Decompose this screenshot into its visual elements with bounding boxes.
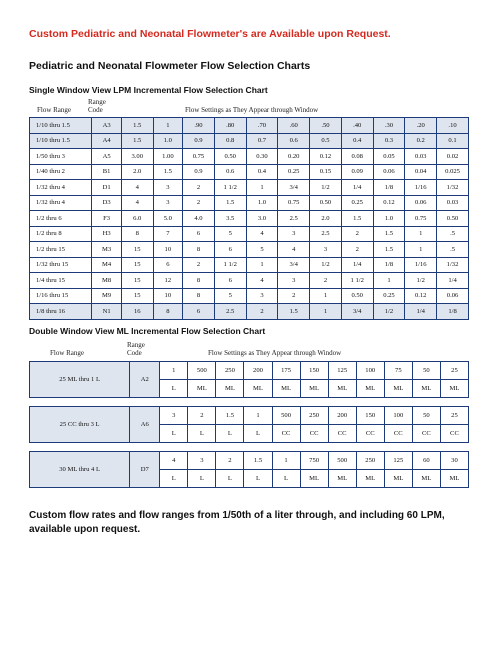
flow-value-cell: 100 bbox=[384, 407, 412, 425]
flow-setting-cell: 0.08 bbox=[341, 149, 373, 165]
group-spacer bbox=[30, 443, 469, 452]
flow-setting-cell: 1 bbox=[246, 180, 278, 196]
flow-setting-cell: 2.5 bbox=[214, 304, 246, 320]
flow-setting-cell: 2 bbox=[183, 180, 215, 196]
flow-setting-cell: 0.50 bbox=[341, 288, 373, 304]
range-code-cell: N1 bbox=[92, 304, 121, 320]
range-code-cell: M4 bbox=[92, 257, 121, 273]
flow-range-cell: 1/2 thru 6 bbox=[30, 211, 92, 227]
flow-range-cell: 1/4 thru 15 bbox=[30, 273, 92, 289]
flow-value-cell: 60 bbox=[412, 452, 440, 470]
flow-setting-cell: 6 bbox=[214, 273, 246, 289]
flow-setting-cell: 1/2 bbox=[405, 273, 437, 289]
flow-range-cell: 1/50 thru 3 bbox=[30, 149, 92, 165]
flow-setting-cell: 1 bbox=[310, 304, 342, 320]
flow-unit-cell: CC bbox=[272, 425, 300, 443]
single-window-table bbox=[29, 117, 469, 320]
flow-range-cell: 1/40 thru 2 bbox=[30, 164, 92, 180]
flow-setting-cell: .5 bbox=[437, 242, 469, 258]
flow-setting-cell: 8 bbox=[183, 273, 215, 289]
table-row bbox=[30, 257, 469, 273]
table-row bbox=[30, 164, 469, 180]
table-row bbox=[30, 304, 469, 320]
flow-unit-cell: L bbox=[272, 470, 300, 488]
table-row bbox=[30, 149, 469, 165]
flow-setting-cell: .70 bbox=[246, 118, 278, 134]
double-col-range-code: Range Code bbox=[127, 341, 145, 357]
single-col-range-code: Range Code bbox=[88, 98, 106, 114]
flow-value-cell: 150 bbox=[356, 407, 384, 425]
flow-value-cell: 750 bbox=[300, 452, 328, 470]
flow-unit-cell: L bbox=[216, 470, 244, 488]
flow-setting-cell: 2.5 bbox=[310, 226, 342, 242]
flow-value-cell: 25 bbox=[440, 407, 468, 425]
flow-setting-cell: 6 bbox=[214, 242, 246, 258]
flow-setting-cell: .20 bbox=[405, 118, 437, 134]
flow-setting-cell: 15 bbox=[121, 288, 153, 304]
flow-range-cell: 1/2 thru 15 bbox=[30, 242, 92, 258]
flow-setting-cell: 12 bbox=[153, 273, 182, 289]
flow-setting-cell: 0.9 bbox=[183, 133, 215, 149]
range-code-cell: A4 bbox=[92, 133, 121, 149]
range-code-cell: B1 bbox=[92, 164, 121, 180]
double-col-flow-range: Flow Range bbox=[50, 349, 85, 357]
flow-range-cell: 25 CC thru 3 L bbox=[30, 407, 130, 443]
flow-unit-cell: ML bbox=[328, 470, 356, 488]
flow-value-cell: 2 bbox=[188, 407, 216, 425]
flow-range-cell: 1/10 thru 1.5 bbox=[30, 133, 92, 149]
flow-setting-cell: 1/8 bbox=[437, 304, 469, 320]
flow-value-cell: 250 bbox=[300, 407, 328, 425]
flow-unit-cell: ML bbox=[384, 380, 412, 398]
flow-value-cell: 1.5 bbox=[216, 407, 244, 425]
flow-setting-cell: 0.50 bbox=[437, 211, 469, 227]
flow-unit-cell: L bbox=[188, 425, 216, 443]
flow-setting-cell: .90 bbox=[183, 118, 215, 134]
flow-setting-cell: 3.00 bbox=[121, 149, 153, 165]
flow-setting-cell: .50 bbox=[310, 118, 342, 134]
flow-value-cell: 500 bbox=[272, 407, 300, 425]
flow-setting-cell: 0.25 bbox=[341, 195, 373, 211]
flow-range-cell: 1/16 thru 15 bbox=[30, 288, 92, 304]
flow-setting-cell: 0.7 bbox=[246, 133, 278, 149]
flow-unit-cell: CC bbox=[440, 425, 468, 443]
flow-setting-cell: 4 bbox=[246, 273, 278, 289]
flow-value-cell: 4 bbox=[160, 452, 188, 470]
flow-value-cell: 50 bbox=[412, 362, 440, 380]
flow-setting-cell: 1.5 bbox=[214, 195, 246, 211]
flow-setting-cell: 2 bbox=[278, 288, 310, 304]
flow-setting-cell: 1.0 bbox=[153, 133, 182, 149]
flow-unit-cell: CC bbox=[300, 425, 328, 443]
flow-setting-cell: 5.0 bbox=[153, 211, 182, 227]
flow-value-cell: 25 bbox=[440, 362, 468, 380]
flow-setting-cell: 0.50 bbox=[214, 149, 246, 165]
table-row bbox=[30, 118, 469, 134]
flow-setting-cell: 1 bbox=[405, 242, 437, 258]
flow-setting-cell: 0.25 bbox=[373, 288, 405, 304]
range-code-cell: M3 bbox=[92, 242, 121, 258]
flow-setting-cell: 0.06 bbox=[437, 288, 469, 304]
table-row bbox=[30, 226, 469, 242]
flow-setting-cell: 0.12 bbox=[373, 195, 405, 211]
flow-unit-cell: L bbox=[244, 470, 272, 488]
flow-setting-cell: .10 bbox=[437, 118, 469, 134]
flow-unit-cell: ML bbox=[412, 470, 440, 488]
flow-unit-cell: ML bbox=[412, 380, 440, 398]
flow-setting-cell: 1.5 bbox=[373, 226, 405, 242]
flow-setting-cell: 0.6 bbox=[278, 133, 310, 149]
flow-setting-cell: 3/4 bbox=[278, 180, 310, 196]
flow-setting-cell: 3.0 bbox=[246, 211, 278, 227]
flow-setting-cell: 2 bbox=[341, 226, 373, 242]
table-row bbox=[30, 273, 469, 289]
range-code-cell: D3 bbox=[92, 195, 121, 211]
flow-setting-cell: 3 bbox=[278, 226, 310, 242]
range-code-cell: A6 bbox=[130, 407, 160, 443]
range-code-cell: F3 bbox=[92, 211, 121, 227]
range-code-cell: D7 bbox=[130, 452, 160, 488]
flow-range-cell: 1/32 thru 4 bbox=[30, 180, 92, 196]
flow-setting-cell: 1/2 bbox=[310, 180, 342, 196]
flow-setting-cell: 5 bbox=[214, 288, 246, 304]
double-col-settings: Flow Settings as They Appear through Window bbox=[208, 349, 342, 357]
single-col-settings: Flow Settings as They Appear through Window bbox=[185, 106, 319, 114]
double-window-table bbox=[29, 361, 469, 488]
flow-setting-cell: 1/16 bbox=[405, 180, 437, 196]
flow-setting-cell: 7 bbox=[153, 226, 182, 242]
flow-range-cell: 1/32 thru 15 bbox=[30, 257, 92, 273]
flow-setting-cell: 0.5 bbox=[310, 133, 342, 149]
flow-setting-cell: 0.75 bbox=[278, 195, 310, 211]
flow-setting-cell: 3.5 bbox=[214, 211, 246, 227]
flow-setting-cell: 2 bbox=[246, 304, 278, 320]
range-code-cell: H3 bbox=[92, 226, 121, 242]
flow-setting-cell: 1 bbox=[246, 257, 278, 273]
flow-value-cell: 125 bbox=[384, 452, 412, 470]
flow-value-cell: 2 bbox=[216, 452, 244, 470]
flow-setting-cell: 0.6 bbox=[214, 164, 246, 180]
flow-value-cell: 30 bbox=[440, 452, 468, 470]
flow-setting-cell: 1/8 bbox=[373, 257, 405, 273]
flow-setting-cell: 1.0 bbox=[246, 195, 278, 211]
flow-setting-cell: 6.0 bbox=[121, 211, 153, 227]
flow-setting-cell: 0.12 bbox=[310, 149, 342, 165]
table-row bbox=[30, 362, 469, 380]
flow-setting-cell: .80 bbox=[214, 118, 246, 134]
flow-setting-cell: 1.5 bbox=[121, 133, 153, 149]
flow-setting-cell: 0.4 bbox=[341, 133, 373, 149]
flow-unit-cell: ML bbox=[300, 380, 328, 398]
table-row bbox=[30, 180, 469, 196]
flow-setting-cell: 15 bbox=[121, 242, 153, 258]
flow-setting-cell: 1 bbox=[373, 273, 405, 289]
flow-setting-cell: 0.30 bbox=[246, 149, 278, 165]
range-code-cell: M9 bbox=[92, 288, 121, 304]
flow-setting-cell: 2.5 bbox=[278, 211, 310, 227]
flow-setting-cell: 1 bbox=[310, 288, 342, 304]
flow-value-cell: 1 bbox=[160, 362, 188, 380]
flow-unit-cell: CC bbox=[384, 425, 412, 443]
flow-setting-cell: 1/32 bbox=[437, 180, 469, 196]
flow-setting-cell: 3 bbox=[153, 195, 182, 211]
flow-setting-cell: 16 bbox=[121, 304, 153, 320]
flow-setting-cell: 0.3 bbox=[373, 133, 405, 149]
flow-setting-cell: 3 bbox=[278, 273, 310, 289]
flow-setting-cell: 6 bbox=[183, 304, 215, 320]
flow-setting-cell: 0.9 bbox=[183, 164, 215, 180]
flow-range-cell: 1/32 thru 4 bbox=[30, 195, 92, 211]
flow-setting-cell: 5 bbox=[246, 242, 278, 258]
flow-setting-cell: 6 bbox=[153, 257, 182, 273]
flow-value-cell: 3 bbox=[188, 452, 216, 470]
flow-unit-cell: L bbox=[244, 425, 272, 443]
flow-range-cell: 1/8 thru 16 bbox=[30, 304, 92, 320]
flow-unit-cell: L bbox=[160, 470, 188, 488]
flow-setting-cell: 0.25 bbox=[278, 164, 310, 180]
flow-setting-cell: 0.15 bbox=[310, 164, 342, 180]
flow-unit-cell: CC bbox=[412, 425, 440, 443]
table-row bbox=[30, 242, 469, 258]
flow-unit-cell: ML bbox=[440, 380, 468, 398]
flow-setting-cell: 0.03 bbox=[405, 149, 437, 165]
flow-setting-cell: 3 bbox=[246, 288, 278, 304]
footer-note: Custom flow rates and flow ranges from 1/50th of a liter through, and including 60 LPM, available upon request. bbox=[29, 510, 445, 535]
flow-setting-cell: 3 bbox=[153, 180, 182, 196]
flow-unit-cell: L bbox=[216, 425, 244, 443]
double-chart-title: Double Window View ML Incremental Flow Selection Chart bbox=[29, 326, 266, 336]
flow-setting-cell: 0.04 bbox=[405, 164, 437, 180]
flow-setting-cell: 0.06 bbox=[373, 164, 405, 180]
flow-value-cell: 1 bbox=[244, 407, 272, 425]
flow-setting-cell: 0.1 bbox=[437, 133, 469, 149]
flow-unit-cell: ML bbox=[272, 380, 300, 398]
flow-unit-cell: ML bbox=[300, 470, 328, 488]
range-code-cell: D1 bbox=[92, 180, 121, 196]
flow-setting-cell: 2.0 bbox=[121, 164, 153, 180]
flow-setting-cell: 0.05 bbox=[373, 149, 405, 165]
flow-setting-cell: 4 bbox=[278, 242, 310, 258]
flow-setting-cell: 0.025 bbox=[437, 164, 469, 180]
flow-unit-cell: ML bbox=[216, 380, 244, 398]
flow-setting-cell: 1.0 bbox=[373, 211, 405, 227]
flow-setting-cell: 4 bbox=[121, 195, 153, 211]
flow-unit-cell: ML bbox=[188, 380, 216, 398]
flow-setting-cell: 1/4 bbox=[341, 180, 373, 196]
flow-range-cell: 30 ML thru 4 L bbox=[30, 452, 130, 488]
flow-setting-cell: 1/8 bbox=[373, 180, 405, 196]
flow-value-cell: 1.5 bbox=[244, 452, 272, 470]
flow-setting-cell: 1/4 bbox=[341, 257, 373, 273]
table-row bbox=[30, 288, 469, 304]
flow-value-cell: 150 bbox=[300, 362, 328, 380]
flow-setting-cell: 1 1/2 bbox=[214, 180, 246, 196]
flow-setting-cell: 1.5 bbox=[153, 164, 182, 180]
table-row bbox=[30, 452, 469, 470]
page-title: Pediatric and Neonatal Flowmeter Flow Selection Charts bbox=[29, 60, 311, 72]
flow-setting-cell: 1/4 bbox=[437, 273, 469, 289]
range-code-cell: A2 bbox=[130, 362, 160, 398]
flow-value-cell: 200 bbox=[244, 362, 272, 380]
custom-notice: Custom Pediatric and Neonatal Flowmeter's are Available upon Request. bbox=[29, 28, 391, 40]
flow-setting-cell: 0.09 bbox=[341, 164, 373, 180]
flow-setting-cell: 1/32 bbox=[437, 257, 469, 273]
table-row bbox=[30, 407, 469, 425]
flow-value-cell: 75 bbox=[384, 362, 412, 380]
table-row bbox=[30, 133, 469, 149]
flow-setting-cell: 15 bbox=[121, 257, 153, 273]
flow-setting-cell: 3 bbox=[310, 242, 342, 258]
flow-setting-cell: 1.5 bbox=[373, 242, 405, 258]
flow-unit-cell: ML bbox=[440, 470, 468, 488]
flow-setting-cell: 2.0 bbox=[310, 211, 342, 227]
flow-setting-cell: 5 bbox=[214, 226, 246, 242]
flow-setting-cell: .5 bbox=[437, 226, 469, 242]
flow-setting-cell: 3/4 bbox=[278, 257, 310, 273]
flow-value-cell: 500 bbox=[188, 362, 216, 380]
table-row bbox=[30, 195, 469, 211]
flow-setting-cell: 0.03 bbox=[437, 195, 469, 211]
flow-setting-cell: 0.75 bbox=[405, 211, 437, 227]
flow-setting-cell: .60 bbox=[278, 118, 310, 134]
flow-setting-cell: 0.4 bbox=[246, 164, 278, 180]
flow-setting-cell: 0.50 bbox=[310, 195, 342, 211]
flow-setting-cell: 1/16 bbox=[405, 257, 437, 273]
flow-setting-cell: 1/2 bbox=[373, 304, 405, 320]
flow-unit-cell: CC bbox=[356, 425, 384, 443]
single-chart-title: Single Window View LPM Incremental Flow Selection Chart bbox=[29, 85, 268, 95]
flow-setting-cell: 2 bbox=[183, 257, 215, 273]
flow-setting-cell: 6 bbox=[183, 226, 215, 242]
flow-setting-cell: 1 bbox=[153, 118, 182, 134]
flow-range-cell: 1/2 thru 8 bbox=[30, 226, 92, 242]
flow-setting-cell: 8 bbox=[183, 288, 215, 304]
flow-unit-cell: L bbox=[160, 380, 188, 398]
flow-unit-cell: L bbox=[160, 425, 188, 443]
flow-setting-cell: 3/4 bbox=[341, 304, 373, 320]
flow-setting-cell: 2 bbox=[310, 273, 342, 289]
flow-setting-cell: 0.2 bbox=[405, 133, 437, 149]
flow-setting-cell: 1/2 bbox=[310, 257, 342, 273]
flow-setting-cell: .40 bbox=[341, 118, 373, 134]
flow-setting-cell: 4 bbox=[121, 180, 153, 196]
flow-setting-cell: 2 bbox=[341, 242, 373, 258]
group-spacer bbox=[30, 398, 469, 407]
flow-setting-cell: 10 bbox=[153, 288, 182, 304]
flow-value-cell: 500 bbox=[328, 452, 356, 470]
flow-setting-cell: 15 bbox=[121, 273, 153, 289]
flow-setting-cell: 10 bbox=[153, 242, 182, 258]
flow-value-cell: 1 bbox=[272, 452, 300, 470]
flow-setting-cell: 1 1/2 bbox=[214, 257, 246, 273]
flow-setting-cell: 0.06 bbox=[405, 195, 437, 211]
range-code-cell: A5 bbox=[92, 149, 121, 165]
flow-setting-cell: 0.75 bbox=[183, 149, 215, 165]
flow-setting-cell: 1 1/2 bbox=[341, 273, 373, 289]
flow-setting-cell: .30 bbox=[373, 118, 405, 134]
flow-value-cell: 250 bbox=[216, 362, 244, 380]
flow-setting-cell: 1.5 bbox=[121, 118, 153, 134]
flow-unit-cell: L bbox=[188, 470, 216, 488]
flow-value-cell: 100 bbox=[356, 362, 384, 380]
flow-setting-cell: 1/4 bbox=[405, 304, 437, 320]
flow-value-cell: 125 bbox=[328, 362, 356, 380]
flow-setting-cell: 2 bbox=[183, 195, 215, 211]
flow-setting-cell: 8 bbox=[183, 242, 215, 258]
flow-value-cell: 175 bbox=[272, 362, 300, 380]
flow-setting-cell: 1.5 bbox=[341, 211, 373, 227]
single-col-flow-range: Flow Range bbox=[37, 106, 72, 114]
flow-setting-cell: 4 bbox=[246, 226, 278, 242]
flow-setting-cell: 0.12 bbox=[405, 288, 437, 304]
flow-setting-cell: 0.8 bbox=[214, 133, 246, 149]
flow-unit-cell: ML bbox=[356, 470, 384, 488]
flow-setting-cell: 0.20 bbox=[278, 149, 310, 165]
flow-range-cell: 1/10 thru 1.5 bbox=[30, 118, 92, 134]
flow-setting-cell: 8 bbox=[153, 304, 182, 320]
flow-unit-cell: ML bbox=[244, 380, 272, 398]
range-code-cell: M8 bbox=[92, 273, 121, 289]
flow-setting-cell: 1 bbox=[405, 226, 437, 242]
flow-value-cell: 3 bbox=[160, 407, 188, 425]
flow-range-cell: 25 ML thru 1 L bbox=[30, 362, 130, 398]
flow-unit-cell: ML bbox=[356, 380, 384, 398]
range-code-cell: A3 bbox=[92, 118, 121, 134]
flow-setting-cell: 0.02 bbox=[437, 149, 469, 165]
flow-setting-cell: 1.5 bbox=[278, 304, 310, 320]
flow-unit-cell: CC bbox=[328, 425, 356, 443]
flow-value-cell: 250 bbox=[356, 452, 384, 470]
flow-setting-cell: 8 bbox=[121, 226, 153, 242]
flow-value-cell: 200 bbox=[328, 407, 356, 425]
table-row bbox=[30, 211, 469, 227]
flow-unit-cell: ML bbox=[384, 470, 412, 488]
flow-setting-cell: 4.0 bbox=[183, 211, 215, 227]
flow-unit-cell: ML bbox=[328, 380, 356, 398]
flow-value-cell: 50 bbox=[412, 407, 440, 425]
flow-setting-cell: 1.00 bbox=[153, 149, 182, 165]
